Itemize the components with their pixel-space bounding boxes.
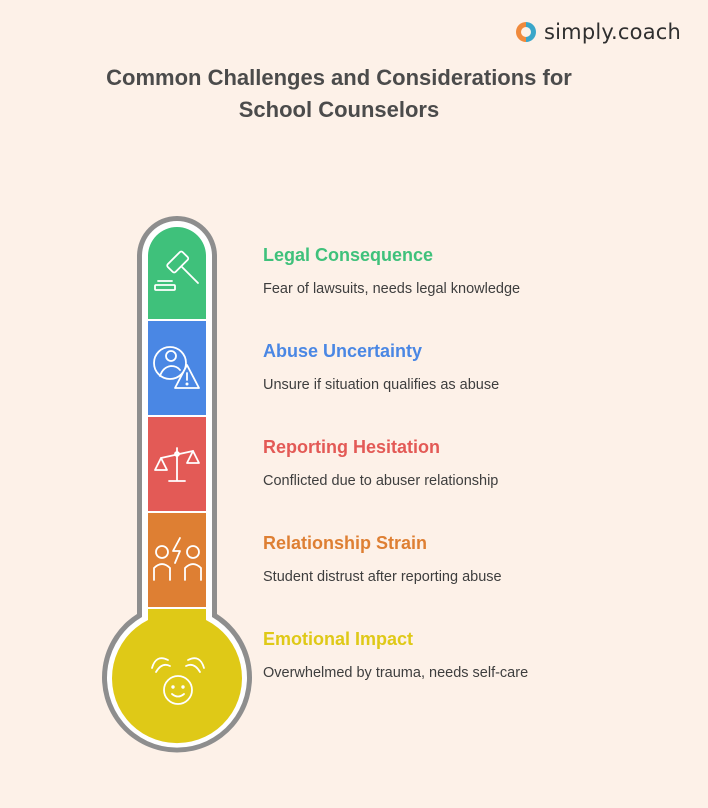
item-abuse-uncertainty xyxy=(263,340,683,394)
segment-reporting-hesitation xyxy=(100,416,260,512)
item-title: Abuse Uncertainty xyxy=(263,341,423,361)
item-description: Conflicted due to abuser relationship xyxy=(263,473,499,489)
item-description: Unsure if situation qualifies as abuse xyxy=(263,377,500,393)
item-reporting-hesitation xyxy=(263,436,683,490)
title-line-2: School Counselors xyxy=(238,97,440,122)
item-title: Legal Consequence xyxy=(263,245,434,265)
brand-name: simply.coach xyxy=(544,20,682,44)
item-description: Fear of lawsuits, needs legal knowledge xyxy=(263,281,521,297)
item-description: Student distrust after reporting abuse xyxy=(263,569,502,585)
item-description: Overwhelmed by trauma, needs self-care xyxy=(263,665,529,681)
item-title: Reporting Hesitation xyxy=(263,437,441,457)
title-line-1: Common Challenges and Considerations for xyxy=(106,65,572,90)
segment-relationship-strain xyxy=(100,512,260,608)
item-title: Relationship Strain xyxy=(263,533,428,553)
item-title: Emotional Impact xyxy=(263,629,414,649)
item-emotional-impact xyxy=(263,628,683,682)
item-legal-consequence xyxy=(263,244,683,298)
segment-abuse-uncertainty xyxy=(100,320,260,416)
item-relationship-strain xyxy=(263,532,683,586)
